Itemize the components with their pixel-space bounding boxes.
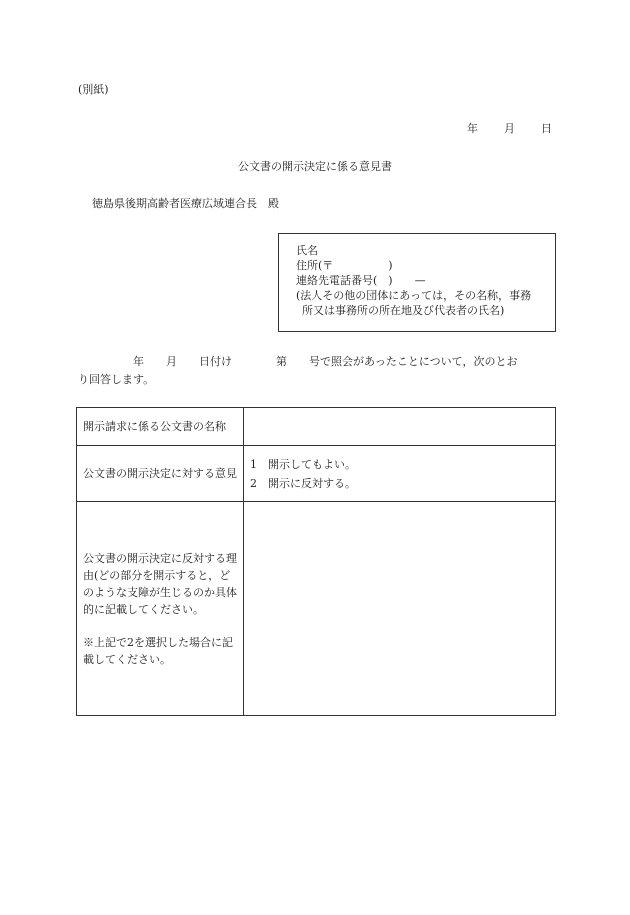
document-name-label: 開示請求に係る公文書の名称 [77, 408, 244, 446]
opinion-table [76, 407, 556, 716]
table-row [77, 408, 556, 446]
applicant-note-line2: 所又は事務所の所在地及び代表者の氏名) [302, 304, 505, 317]
document-title: 公文書の開示決定に係る意見書 [238, 160, 392, 173]
applicant-info-box [278, 233, 556, 332]
option-agree[interactable]: 1 開示してもよい。 [250, 457, 356, 471]
table-row [77, 446, 556, 502]
option-oppose[interactable]: 2 開示に反対する。 [250, 476, 356, 490]
applicant-address-label: 住所(〒 ) [296, 259, 393, 272]
attachment-label: (別紙) [78, 83, 109, 96]
reason-label-cell [77, 502, 244, 716]
body-text [78, 353, 556, 389]
document-name-field[interactable] [244, 408, 556, 446]
applicant-name-label: 氏名 [296, 244, 318, 257]
reason-field[interactable] [244, 502, 556, 716]
body-text-line2: り回答します。 [78, 373, 155, 386]
applicant-phone-label: 連絡先電話番号( ) — [296, 274, 426, 287]
addressee: 徳島県後期高齢者医療広域連合長 殿 [92, 197, 279, 210]
opinion-options [244, 446, 556, 502]
table-row [77, 502, 556, 716]
reason-label: 公文書の開示決定に反対する理由(どの部分を開示すると，どのような支障が生じるのか具体的に記載してください。 [83, 551, 237, 616]
opinion-label: 公文書の開示決定に対する意見 [77, 446, 244, 502]
applicant-note-line1: (法人その他の団体にあっては，その名称，事務 [296, 289, 532, 302]
date-year: 年 [467, 122, 478, 135]
reason-note: ※上記で2を選択した場合に記載してください。 [83, 635, 233, 666]
body-text-line1: 年 月 日付け 第 号で照会があったことについて，次のとお [78, 355, 518, 368]
date-line [467, 121, 552, 138]
date-month: 月 [504, 122, 515, 135]
date-day: 日 [541, 122, 552, 135]
